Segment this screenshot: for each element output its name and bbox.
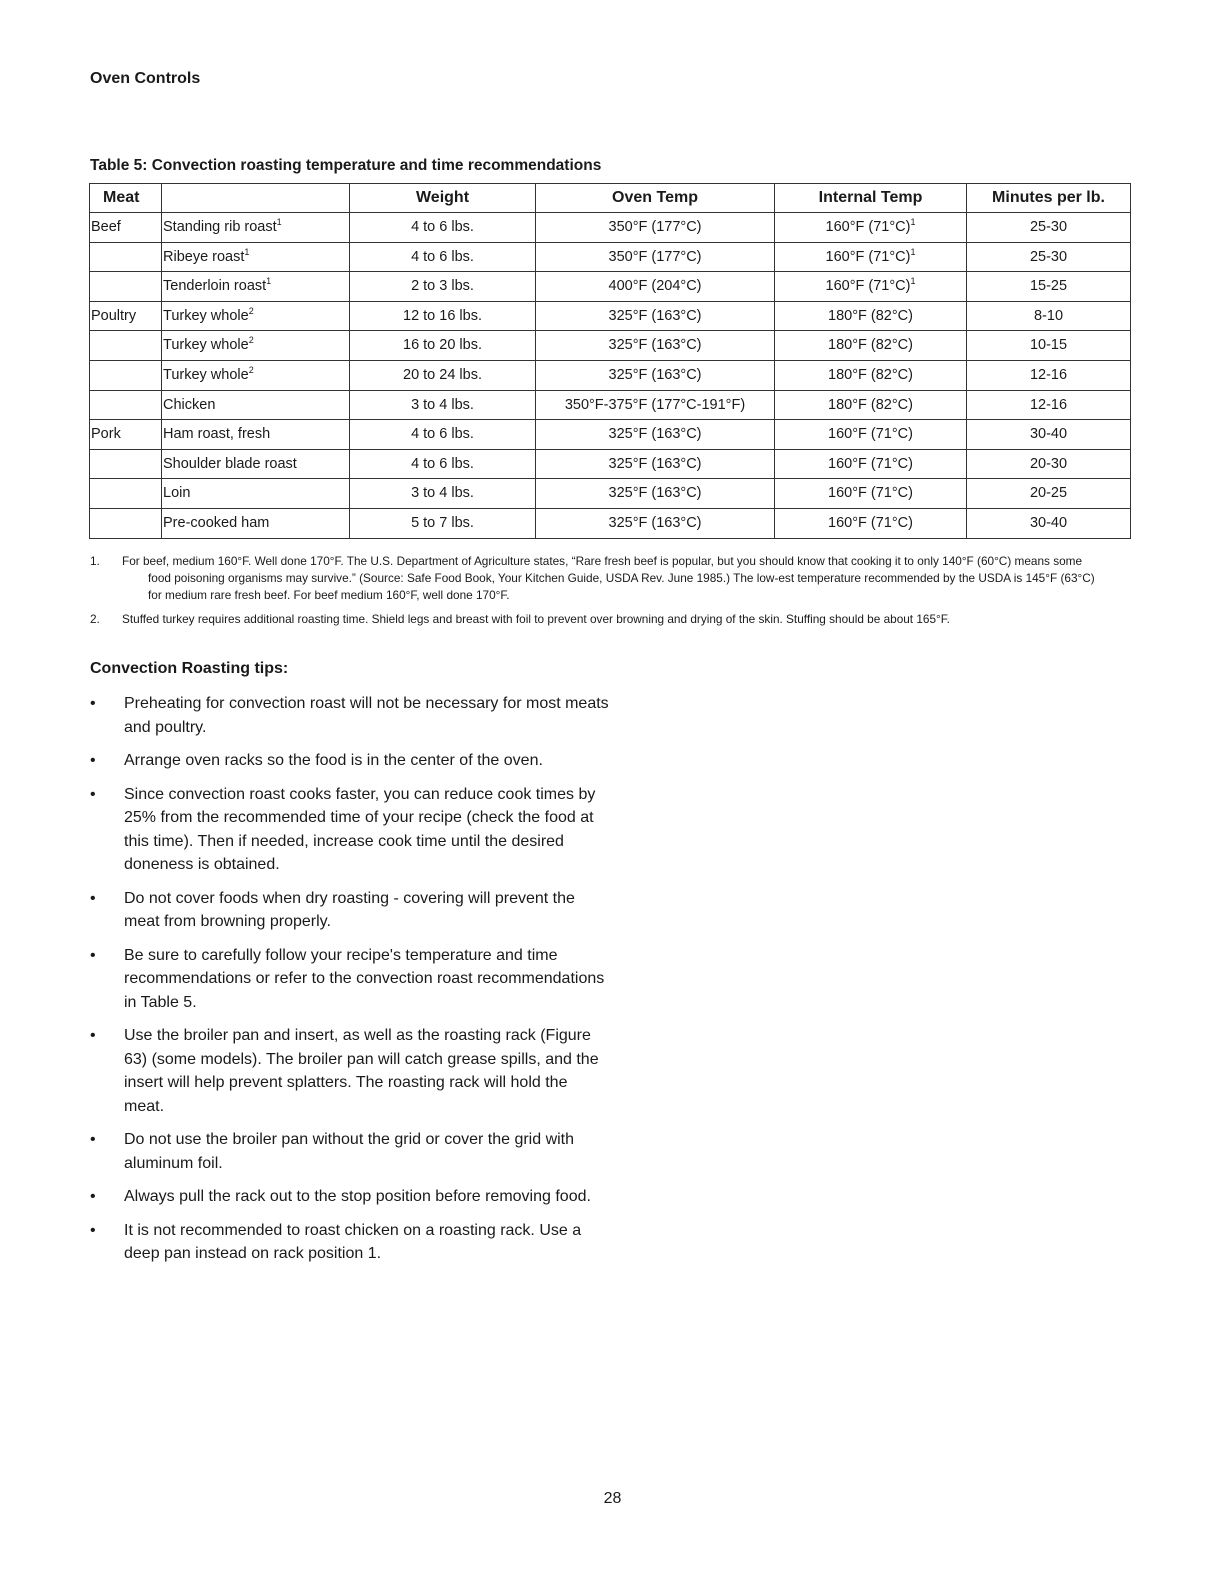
oven-temp-cell-text: 325°F (163°C): [608, 455, 702, 472]
meat-cell: [90, 420, 162, 450]
internal-temp-cell-text: 160°F (71°C): [828, 485, 913, 502]
minutes-cell: [967, 272, 1131, 302]
tip-item: [90, 1024, 610, 1118]
bullet-icon: •: [90, 785, 96, 803]
minutes-cell-text: 15-25: [1029, 278, 1068, 295]
tips-list: [90, 692, 610, 1276]
column-header: Meat: [90, 184, 162, 213]
table-header-row: [90, 184, 1131, 213]
cut-cell: [162, 479, 350, 509]
internal-temp-cell: [775, 390, 967, 420]
internal-temp-cell-text: 160°F (71°C): [825, 278, 911, 295]
internal-temp-cell-text: 160°F (71°C): [828, 514, 913, 531]
cut-cell: [162, 390, 350, 420]
tip-item: [90, 692, 610, 739]
bullet-icon: •: [90, 946, 96, 964]
footnote-text: Stuffed turkey requires additional roasting time. Shield legs and breast with foil to prevent over browning and drying of the skin. Stuffing should be about 165°F.: [122, 612, 950, 626]
meat-cell-text: Poultry: [91, 307, 137, 324]
column-header: Internal Temp: [775, 184, 967, 213]
minutes-cell: [967, 449, 1131, 479]
internal-temp-cell-text: 160°F (71°C): [825, 248, 911, 265]
cut-cell-text: Ribeye roast: [163, 248, 245, 265]
weight-cell-text: 20 to 24 lbs.: [403, 367, 482, 384]
bullet-icon: •: [90, 1131, 96, 1148]
internal-temp-cell-text: 160°F (71°C): [828, 455, 913, 472]
internal-temp-cell: [775, 301, 967, 331]
cut-cell: [162, 331, 350, 361]
minutes-cell: [967, 420, 1131, 450]
internal-temp-cell: [775, 360, 967, 390]
minutes-cell-text: 25-30: [1029, 219, 1068, 236]
oven-temp-cell: [536, 449, 775, 479]
footnote-marker: 2: [248, 365, 254, 376]
weight-cell: [350, 508, 536, 538]
tip-item: [90, 749, 610, 773]
minutes-cell: [967, 360, 1131, 390]
tip-text: Preheating for convection roast will not be necessary for most meats and poultry.: [124, 695, 609, 736]
table-row: [90, 331, 1131, 361]
minutes-cell: [967, 390, 1131, 420]
tip-text: Always pull the rack out to the stop position before removing food.: [124, 1188, 591, 1205]
minutes-cell-text: 20-25: [1029, 485, 1068, 502]
table-row: [90, 242, 1131, 272]
footnote-marker: 2: [248, 305, 254, 316]
weight-cell: [350, 301, 536, 331]
table-row: [90, 508, 1131, 538]
bullet-icon: •: [90, 1188, 96, 1205]
cut-cell: [162, 420, 350, 450]
footnote-marker: 1: [910, 217, 916, 228]
oven-temp-cell: [536, 390, 775, 420]
weight-cell-text: 5 to 7 lbs.: [411, 514, 474, 531]
internal-temp-cell: [775, 331, 967, 361]
cut-cell-text: Ham roast, fresh: [163, 426, 271, 443]
tip-text: Arrange oven racks so the food is in the center of the oven.: [124, 752, 543, 769]
weight-cell-text: 4 to 6 lbs.: [411, 455, 474, 472]
oven-temp-cell: [536, 331, 775, 361]
minutes-cell: [967, 213, 1131, 243]
oven-temp-cell-text: 350°F (177°C): [608, 219, 702, 236]
tip-item: [90, 944, 610, 1015]
cut-cell: [162, 301, 350, 331]
oven-temp-cell-text: 325°F (163°C): [608, 485, 702, 502]
footnote-marker: 1: [244, 246, 250, 257]
bullet-icon: •: [90, 752, 96, 769]
weight-cell: [350, 449, 536, 479]
tip-text: Do not use the broiler pan without the grid or cover the grid with aluminum foil.: [124, 1131, 575, 1172]
oven-temp-cell: [536, 272, 775, 302]
oven-temp-cell-text: 325°F (163°C): [608, 307, 702, 324]
page-number: 28: [603, 1490, 622, 1507]
minutes-cell-text: 30-40: [1029, 426, 1068, 443]
cut-cell: [162, 508, 350, 538]
minutes-cell: [967, 242, 1131, 272]
cut-cell: [162, 449, 350, 479]
internal-temp-cell: [775, 420, 967, 450]
minutes-cell-text: 12-16: [1029, 367, 1068, 384]
meat-cell-text: Pork: [91, 426, 121, 443]
tip-text: Do not cover foods when dry roasting - covering will prevent the meat from browning properly.: [124, 889, 575, 930]
cut-cell-text: Shoulder blade roast: [163, 455, 297, 472]
weight-cell: [350, 242, 536, 272]
footnote-marker: 2: [248, 335, 254, 346]
weight-cell: [350, 360, 536, 390]
footnote: [90, 611, 1100, 628]
minutes-cell: [967, 479, 1131, 509]
weight-cell: [350, 213, 536, 243]
weight-cell-text: 4 to 6 lbs.: [411, 219, 474, 236]
cut-cell-text: Tenderloin roast: [163, 278, 267, 295]
weight-cell-text: 4 to 6 lbs.: [411, 248, 474, 265]
cut-cell: [162, 213, 350, 243]
oven-temp-cell-text: 350°F-375°F (177°C-191°F): [564, 396, 746, 413]
minutes-cell-text: 30-40: [1029, 514, 1068, 531]
table-row: [90, 420, 1131, 450]
cut-cell: [162, 242, 350, 272]
internal-temp-cell-text: 160°F (71°C): [828, 426, 913, 443]
internal-temp-cell: [775, 272, 967, 302]
tip-item: [90, 887, 610, 934]
bullet-icon: •: [90, 1027, 96, 1044]
minutes-cell: [967, 508, 1131, 538]
weight-cell-text: 16 to 20 lbs.: [403, 337, 482, 354]
table-row: [90, 360, 1131, 390]
internal-temp-cell-text: 180°F (82°C): [828, 367, 913, 384]
footnote: [90, 553, 1100, 604]
cut-cell-text: Turkey whole: [163, 337, 249, 354]
oven-temp-cell-text: 325°F (163°C): [608, 337, 702, 354]
bullet-icon: •: [90, 695, 96, 712]
bullet-icon: •: [90, 889, 96, 907]
meat-cell-text: Beef: [91, 219, 121, 236]
footnote-marker: 1: [266, 276, 272, 287]
table-caption: Table 5: Convection roasting temperature and time recommendations: [90, 157, 602, 174]
footnotes: [90, 553, 1100, 635]
tip-text: Use the broiler pan and insert, as well as the roasting rack (Figure 63) (some models). The broiler pan will catch grease spills, and the insert will help prevent splatters. The roasting rack will hold the meat.: [124, 1027, 599, 1115]
table-row: [90, 213, 1131, 243]
oven-temp-cell: [536, 242, 775, 272]
internal-temp-cell-text: 180°F (82°C): [828, 307, 913, 324]
oven-temp-cell: [536, 213, 775, 243]
cut-cell: [162, 360, 350, 390]
cut-cell-text: Turkey whole: [163, 307, 249, 324]
footnote-text: For beef, medium 160°F. Well done 170°F. The U.S. Department of Agriculture states, “Rare fresh beef is popular, but you should know that cooking it to only 140°F (60°C) means some food poisoning organisms may survive.” (Source: Safe Food Book, Your Kitchen Guide, USDA Rev. June 1985.) The low-est temperature recommended by the USDA is 145°F (63°C) for medium rare fresh beef. For beef medium 160°F, well done 170°F.: [122, 554, 1095, 602]
weight-cell-text: 12 to 16 lbs.: [403, 307, 482, 324]
meat-cell: [90, 301, 162, 331]
tips-heading: Convection Roasting tips:: [90, 660, 289, 677]
meat-cell: [90, 272, 162, 302]
cut-cell-text: Chicken: [163, 396, 216, 413]
table-body: [90, 213, 1131, 539]
meat-cell: [90, 449, 162, 479]
meat-cell: [90, 331, 162, 361]
cut-cell-text: Turkey whole: [163, 367, 249, 384]
weight-cell-text: 3 to 4 lbs.: [411, 485, 474, 502]
column-header: Weight: [350, 184, 536, 213]
column-header: Minutes per lb.: [967, 184, 1131, 213]
meat-cell: [90, 390, 162, 420]
internal-temp-cell: [775, 213, 967, 243]
weight-cell: [350, 272, 536, 302]
meat-cell: [90, 479, 162, 509]
weight-cell-text: 4 to 6 lbs.: [411, 426, 474, 443]
internal-temp-cell: [775, 508, 967, 538]
weight-cell-text: 3 to 4 lbs.: [411, 396, 474, 413]
oven-temp-cell: [536, 301, 775, 331]
oven-temp-cell: [536, 420, 775, 450]
internal-temp-cell-text: 180°F (82°C): [828, 396, 913, 413]
cut-cell-text: Pre-cooked ham: [163, 514, 270, 531]
internal-temp-cell-text: 160°F (71°C): [825, 219, 911, 236]
tip-item: [90, 1219, 610, 1266]
cut-cell: [162, 272, 350, 302]
tip-item: [90, 1185, 610, 1209]
table-row: [90, 449, 1131, 479]
minutes-cell: [967, 331, 1131, 361]
footnote-marker: 1: [276, 217, 282, 228]
oven-temp-cell-text: 400°F (204°C): [608, 278, 702, 295]
table-row: [90, 301, 1131, 331]
minutes-cell-text: 12-16: [1029, 396, 1068, 413]
tip-text: Be sure to carefully follow your recipe's temperature and time recommendations or refer to the convection roast recommendations in Table 5.: [124, 946, 605, 1011]
tip-text: It is not recommended to roast chicken on a roasting rack. Use a deep pan instead on rack position 1.: [124, 1221, 582, 1262]
cut-cell-text: Standing rib roast: [163, 219, 277, 236]
column-header: [162, 184, 350, 213]
bullet-icon: •: [90, 1221, 96, 1239]
tip-item: [90, 1128, 610, 1175]
weight-cell: [350, 390, 536, 420]
table-row: [90, 390, 1131, 420]
weight-cell: [350, 331, 536, 361]
cut-cell-text: Loin: [163, 485, 191, 502]
tip-text: Since convection roast cooks faster, you can reduce cook times by 25% from the recommended time of your recipe (check the food at this time). Then if needed, increase cook time until the desired doneness is obtained.: [124, 785, 596, 873]
footnote-marker: 1: [910, 246, 916, 257]
meat-cell: [90, 508, 162, 538]
minutes-cell: [967, 301, 1131, 331]
meat-cell: [90, 360, 162, 390]
minutes-cell-text: 8-10: [1033, 307, 1064, 324]
column-header: Oven Temp: [536, 184, 775, 213]
oven-temp-cell-text: 325°F (163°C): [608, 514, 702, 531]
oven-temp-cell: [536, 360, 775, 390]
oven-temp-cell-text: 350°F (177°C): [608, 248, 702, 265]
minutes-cell-text: 10-15: [1029, 337, 1068, 354]
meat-cell: [90, 242, 162, 272]
meat-cell: [90, 213, 162, 243]
minutes-cell-text: 20-30: [1029, 455, 1068, 472]
footnote-number: 2.: [90, 612, 100, 626]
oven-temp-cell: [536, 479, 775, 509]
weight-cell: [350, 479, 536, 509]
table-row: [90, 479, 1131, 509]
roasting-table: [89, 183, 1131, 539]
footnote-number: 1.: [90, 554, 100, 568]
internal-temp-cell: [775, 479, 967, 509]
oven-temp-cell: [536, 508, 775, 538]
oven-temp-cell-text: 325°F (163°C): [608, 367, 702, 384]
internal-temp-cell-text: 180°F (82°C): [828, 337, 913, 354]
weight-cell: [350, 420, 536, 450]
tip-item: [90, 783, 610, 877]
oven-temp-cell-text: 325°F (163°C): [608, 426, 702, 443]
table-row: [90, 272, 1131, 302]
section-title: Oven Controls: [90, 70, 201, 87]
internal-temp-cell: [775, 242, 967, 272]
weight-cell-text: 2 to 3 lbs.: [411, 278, 474, 295]
internal-temp-cell: [775, 449, 967, 479]
minutes-cell-text: 25-30: [1029, 248, 1068, 265]
footnote-marker: 1: [910, 276, 916, 287]
